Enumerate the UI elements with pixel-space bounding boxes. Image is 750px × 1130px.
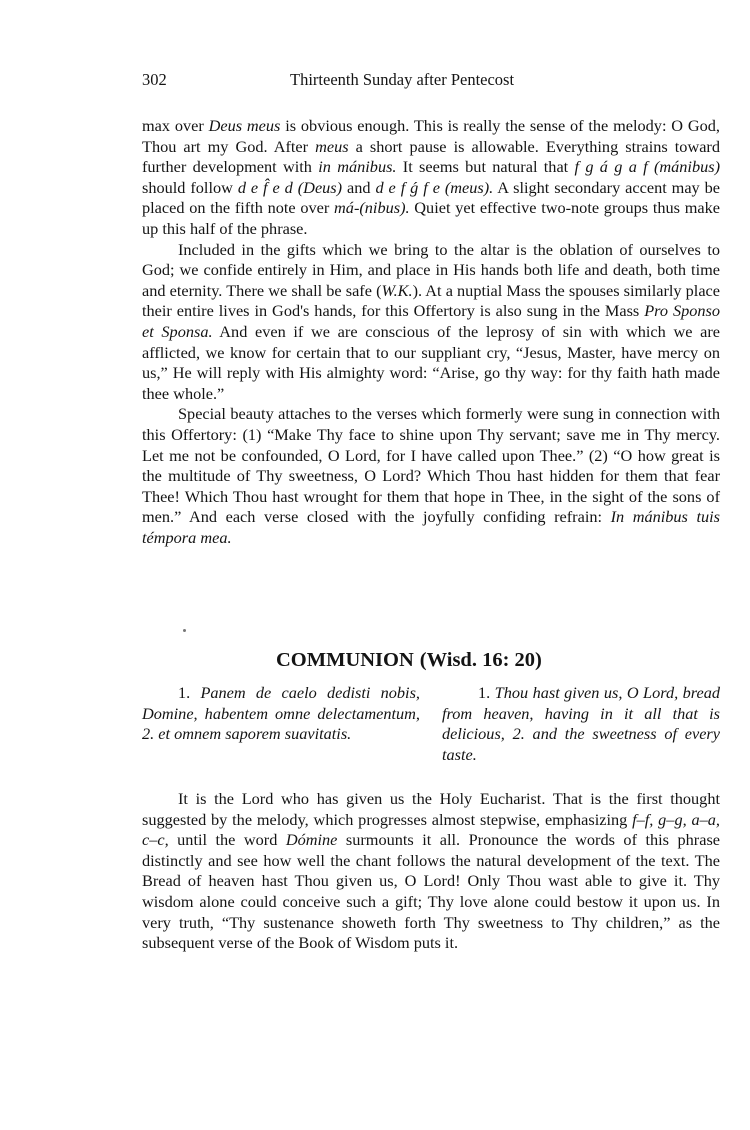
communion-heading xyxy=(276,649,542,672)
running-header xyxy=(142,70,720,92)
main-text-upper xyxy=(142,116,720,548)
running-title: Thirteenth Sunday after Pentecost xyxy=(290,70,515,89)
latin-text: 1. Panem de caelo dedisti nobis, Domine, habentem omne delectamentum, 2. et omnem saporem suavitatis. xyxy=(142,683,420,744)
main-text-lower xyxy=(142,789,720,954)
paragraph-1: max over Deus meus is obvious enough. This is really the sense of the melody: O God, Thou art my God. After meus a short pause is allowable. Everything strains toward further development with in mánibus. It seems but natural that f g á g a f (mánibus) should follow d e f̂ e d (Deus) and d e f ǵ f e (meus). A slight secondary accent may be placed on the fifth note over má-(nibus). Quiet yet effective two-note groups thus make up this half of the phrase. xyxy=(142,116,721,238)
paragraph-4: It is the Lord who has given us the Holy Eucharist. That is the first thought suggested by the melody, which progresses almost stepwise, emphasizing f–f, g–g, a–a, c–c, until the word Dómine surmounts it all. Pronounce the words of this phrase distinctly and see how well the chant follows the natural development of the text. The Bread of heaven hast Thou given us, O Lord! Only Thou wast able to give it. Thy wisdom alone could conceive such a gift; Thy love alone could bestow it upon us. In very truth, “Thy sustenance showeth forth Thy sweetness to Thy children,” as the subsequent verse of the Book of Wisdom puts it. xyxy=(142,789,721,953)
paragraph-3: Special beauty attaches to the verses which formerly were sung in connection with this Offertory: (1) “Make Thy face to shine upon Thy servant; save me in Thy mercy. Let me not be confounded, O Lord, for I have called upon Thee.” (2) “O how great is the multitude of Thy sweetness, O Lord? Which Thou hast hidden for them that fear Thee! Which Thou hast wrought for them that hope in Thee, in the sight of the sons of men.” And each verse closed with the joyfully confiding refrain: In mánibus tuis témpora mea. xyxy=(142,404,720,547)
page-number: 302 xyxy=(142,70,167,89)
communion-reference: (Wisd. 16: 20) xyxy=(419,649,542,671)
english-translation: 1. Thou hast given us, O Lord, bread from heaven, having in it all that is delicious, 2. and the sweetness of every taste. xyxy=(442,683,721,764)
communion-title: COMMUNION xyxy=(276,649,414,671)
stray-print-mark xyxy=(183,629,186,632)
paragraph-2: Included in the gifts which we bring to the altar is the oblation of ourselves to God; we confide entirely in Him, and place in His hands both life and death, both time and eternity. There we shall be safe (W.K.). At a nuptial Mass the spouses similarly place their entire lives in God's hands, for this Offertory is also sung in the Mass Pro Sponso et Sponsa. And even if we are conscious of the leprosy of sin with which we are afflicted, we know for certain that to our suppliant cry, “Jesus, Master, have mercy on us,” He will reply with His almighty word: “Arise, go thy way: for thy faith hath made thee whole.” xyxy=(142,239,721,403)
